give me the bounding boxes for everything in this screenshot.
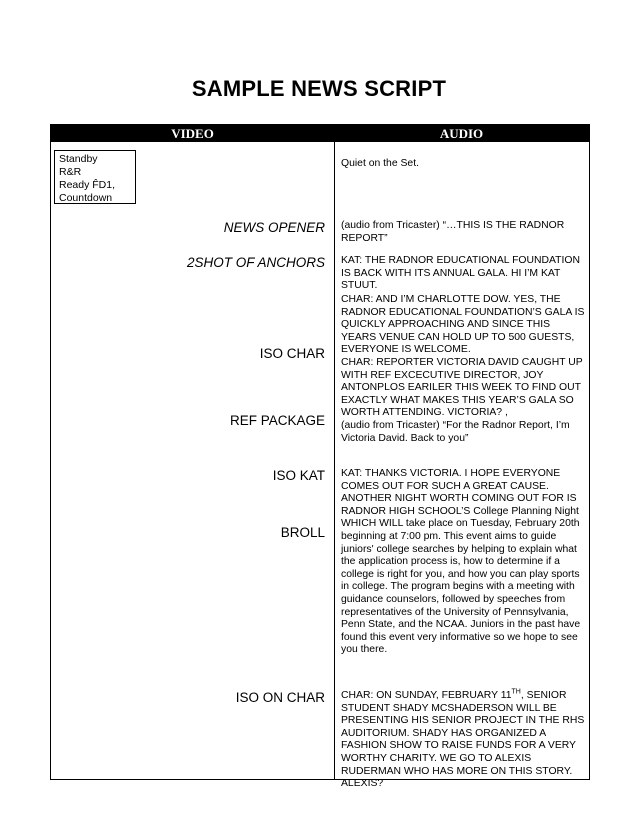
video-cue-news-opener: NEWS OPENER [223, 220, 325, 235]
video-cue-iso-on-char: ISO ON CHAR [235, 690, 325, 705]
standby-line: R&R [59, 166, 82, 178]
video-cue-iso-kat: ISO KAT [272, 468, 325, 483]
page-title: SAMPLE NEWS SCRIPT [191, 76, 447, 101]
audio-text-before: CHAR: ON SUNDAY, FEBRUARY 11 [341, 690, 512, 701]
audio-block-kat-planning: KAT: THANKS VICTORIA. I HOPE EVERYONE COMES OUT FOR SUCH A GREAT CAUSE. ANOTHER NIGHT WORTH COMING OUT FOR IS RADNOR HIGH SCHOOL’S College Planning Night WHICH WILL take place on Tuesday, February 20th beginning at 7:00 pm. This event aims to guide juniors' college searches by helping to explain what the application process is, how to determine if a college is right for you, and how you can play sports in college. The program begins with a meeting with guidance counselors, followed by speeches from representatives of the University of Pennsylvania, Penn State, and the NCAA. Juniors in the past have found this event very informative so we hope to see you there. [341, 468, 581, 656]
standby-line: Ready F̂D1, [59, 179, 116, 191]
audio-block-kat-intro: KAT: THE RADNOR EDUCATIONAL FOUNDATION IS BACK WITH ITS ANNUAL GALA. HI I’M KAT STUUT. [341, 255, 581, 292]
column-divider [334, 142, 335, 779]
audio-block-quiet: Quiet on the Set. [341, 158, 419, 169]
audio-block-char-intro: CHAR: AND I’M CHARLOTTE DOW. YES, THE RADNOR EDUCATIONAL FOUNDATION’S GALA IS QUICKLY APPROACHING AND SINCE THIS YEARS VENUE CAN HOLD UP TO 500 GUESTS, EVERYONE IS WELCOME. [341, 294, 585, 356]
video-cue-broll: BROLL [280, 525, 325, 540]
video-cue-iso-char: ISO CHAR [259, 346, 325, 361]
script-table [50, 124, 590, 790]
superscript-th: TH [511, 688, 521, 696]
audio-block-char-fashion [341, 690, 587, 791]
standby-line: Countdown [59, 192, 113, 204]
audio-text-after: , SENIOR STUDENT SHADY MCSHADERSON WILL BE PRESENTING HIS SENIOR PROJECT IN THE RHS AUDITORIUM. SHADY HAS ORGANIZED A FASHION SHOW TO RAISE FUNDS FOR A VERY WORTHY CHARITY. WE GO TO ALEXIS RUDERMAN WHO HAS MORE ON THIS STORY. ALEXIS? [341, 690, 585, 790]
standby-box [54, 150, 136, 204]
audio-block-char-reporter: CHAR: REPORTER VICTORIA DAVID CAUGHT UP WITH REF EXCECUTIVE DIRECTOR, JOY ANTONPLOS EARILER THIS WEEK TO FIND OUT EXACTLY WHAT MAKES THIS YEAR’S GALA SO WORTH ATTENDING. VICTORIA? , [341, 357, 583, 419]
audio-column-header: AUDIO [439, 126, 484, 141]
audio-block-package-audio: (audio from Tricaster) “For the Radnor Report, I’m Victoria David. Back to you” [341, 420, 570, 444]
standby-line: Standby [59, 153, 98, 165]
audio-block-opener: (audio from Tricaster) “…THIS IS THE RADNOR REPORT” [341, 220, 565, 244]
video-cue-ref-package: REF PACKAGE [229, 413, 325, 428]
video-cue-2shot-anchors: 2SHOT OF ANCHORS [186, 255, 325, 270]
table-header [51, 125, 589, 142]
video-column-header: VIDEO [171, 126, 214, 141]
